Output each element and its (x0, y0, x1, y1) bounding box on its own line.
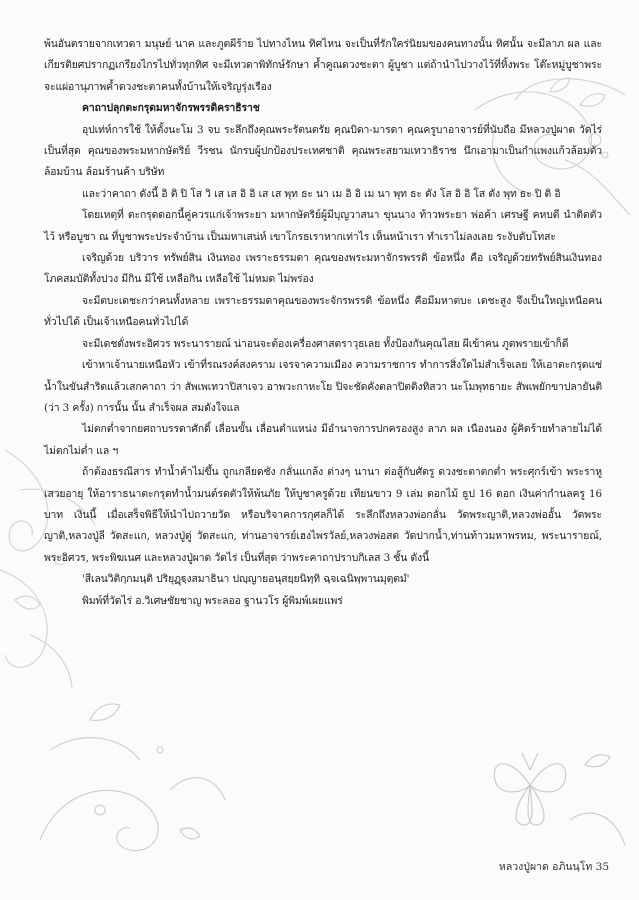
paragraph-protection: พ้นอันตรายจากเทวดา มนุษย์ นาค และภูตผีร้าย ไปทางไหน ทิศไหน จะเป็นที่รักใคร่นิยมของคนทางนั้น ทิศนั้น จะมีลาภ ผล และเกียรติยศปรากฏเกรียงไกรไปทั่วทุกทิศ จะมีเทวดาพิทักษ์รักษา ค้ำคูณดวงชะตา ผู้บูชา แต่ถ้านำไปวางไว้ที่หิ้งพระ โต๊ะหมู่บูชาพระ จะแผ่อานุภาพค้ำดวงชะตาคนทั้งบ้านให้เจริญรุ่งเรือง (44, 38, 602, 93)
paragraph-power: จะมีตบะเดชะกว่าคนทั้งหลาย เพราะธรรมดาคุณของพระจักรพรรดิ ข้อหนึ่ง คือมีมหาตบะ เดชะสูง จึงเป็นใหญ่เหนือคนทั่วไปได้ เป็นเจ้าเหนือคนทั่วไปได้ (44, 294, 602, 329)
paragraph-publisher: พิมพ์ที่วัดไร่ อ.วิเศษชัยชาญ พระลออ ฐานวโร ผู้พิมพ์เผยแพร่ (82, 594, 343, 607)
butterfly-ornament-bottom-right (470, 725, 630, 855)
paragraph-chant: และว่าคาถา ดังนี้ อิ ติ ปิ โส วิ เส เส อิ อิ เส เส พุท ธะ นา เม อิ อิ เม นา พุท ธะ ตัง โส อิ อิ โส ตัง พุท ธะ ปิ ติ อิ (82, 187, 561, 200)
paragraph-reason: โดยเหตุที่ ตะกรุดดอกนี้คู่ควรแก่เจ้าพระยา มหากษัตริย์ผู้มีบุญวาสนา ขุนนาง ท้าวพระยา พ่อค้า เศรษฐี คหบดี นำติดตัวไว้ หรือบูชา ณ ที่บูชาพระประจำบ้าน เป็นมหาเสน่ห์ เขาโกรธเราหากเท่าไร เห็นหน้าเรา ทำเราไม่ลงเลย ระงับดับโทสะ (44, 209, 602, 243)
paragraph-success: เข้าหาเจ้านายเหนือหัว เข้าที่รณรงค์สงคราม เจรจาความเมือง ความราชการ ทำการสิ่งใดไม่สำเร็จเลย ให้เอาตะกรุดแช่น้ำในขันสำริดแล้วเสกคาถา ว่า สัพเพเทวาปิสาเจว อาพวะกาหะโย ปิจะชัดคังตลาปิตติงทิสวา นะโมพุทธายะ สัพเพยักขาปลายันติ (ว่า 3 ครั้ง) การนั้น นั้น สำเร็จผล สมดังใจแล (44, 359, 602, 414)
document-body (44, 34, 602, 612)
paragraph-protection-weapons: จะมีเดชดั่งพระอิศวร พระนารายณ์ น่าอนจะต้องเครื่องศาสตราวุธเลย ทั้งป้องกันคุณไสย ผีเข้าคน ภูตพรายเข้าก็ดี (82, 337, 569, 350)
paragraph-rank: ไม่ตกต่ำจากยศถาบรรดาศักดิ์ เลื่อนขั้น เลื่อนตำแหน่ง มีอำนาจการปกครองสูง ลาภ ผล เนืองนอง ผู้คิดร้ายทำลายไม่ได้ ไม่ตกไม่ต่ำ แล ฯ (44, 423, 602, 457)
paragraph-pali-verse: 'สีเลนวิติกฺกมนฺติ ปริยุฏฺฐฺงสมาธินา ปญฺญายอนุสยฺยนิทฺทิ ฉฺจเฉนิพฺพานมุตฺตมํ' (82, 573, 410, 586)
paragraph-usage: อุปเท่ห์การใช้ ให้ตั้งนะโม 3 จบ ระลึกถึงคุณพระรัตนตรัย คุณบิดา-มารดา คุณครูบาอาจารย์ที่นับถือ มีหลวงปู่ผาด วัดไร่ เป็นที่สุด คุณของพระมหากษัตริย์ วีรชน นักรบผู้ปกป้องประเทศชาติ คุณพระสยามเทวาธิราช นึกเอามาเป็นกำแพงแก้วล้อมตัว ล้อมบ้าน ล้อมร้านค้า บริษัท (44, 123, 602, 179)
paragraph-ritual: ถ้าต้องธรณีสาร ทำน้ำค้าไม่ขึ้น ถูกเกลียดชัง กลั่นแกล้ง ต่างๆ นานา ต่อสู้กับศัตรู ดวงชะตาตกต่ำ พระศุกร์เข้า พระราหูเสวยอายุ ให้อาราธนาตะกรุดทำน้ำมนต์รดตัวให้พ้นภัย ให้บูชาครูด้วย เทียนขาว 9 เล่ม ดอกไม้ ธูป 16 ดอก เงินค่ากำนลครู 16 บาท เงินนี้ เมื่อเสร็จพิธีให้นำไปถวายวัด หรือบริจาคการกุศลก็ได้ ระลึกถึงหลวงพ่อกลั่น วัดพระญาติ,หลวงพ่ออั้น วัดพระญาติ,หลวงปู่ลี วัดสะแก, หลวงปู่ดู่ วัดสะแก, ท่านอาจารย์เฮงไพรวัลย์,หลวงพ่อสด วัดปากน้ำ,ท่านท้าวมหาพรหม, พระนารายณ์, พระอิศวร, พระพิฆเนศ และหลวงปู่ผาด วัดไร่ เป็นที่สุด ว่าพระคาถาปราบกิเลส 3 ชั้น ดังนี้ (44, 466, 602, 564)
floral-ornament-bottom-left (30, 690, 230, 870)
paragraph-wealth: เจริญด้วย บริวาร ทรัพย์สิน เงินทอง เพราะธรรมดา คุณของพระมหาจักรพรรดิ ข้อหนึ่ง คือ เจริญด้วยทรัพย์สินเงินทอง โภคสมบัติทั้งปวง มีกิน มีใช้ เหลือกิน เหลือใช้ ไม่หมด ไม่พร่อง (44, 252, 602, 286)
section-heading-katha: คาถาปลุกตะกรุดมหาจักรพรรดิคราธิราช (82, 102, 260, 115)
page-footer: หลวงปู่ผาด อภินนฺโท 35 (498, 861, 609, 873)
